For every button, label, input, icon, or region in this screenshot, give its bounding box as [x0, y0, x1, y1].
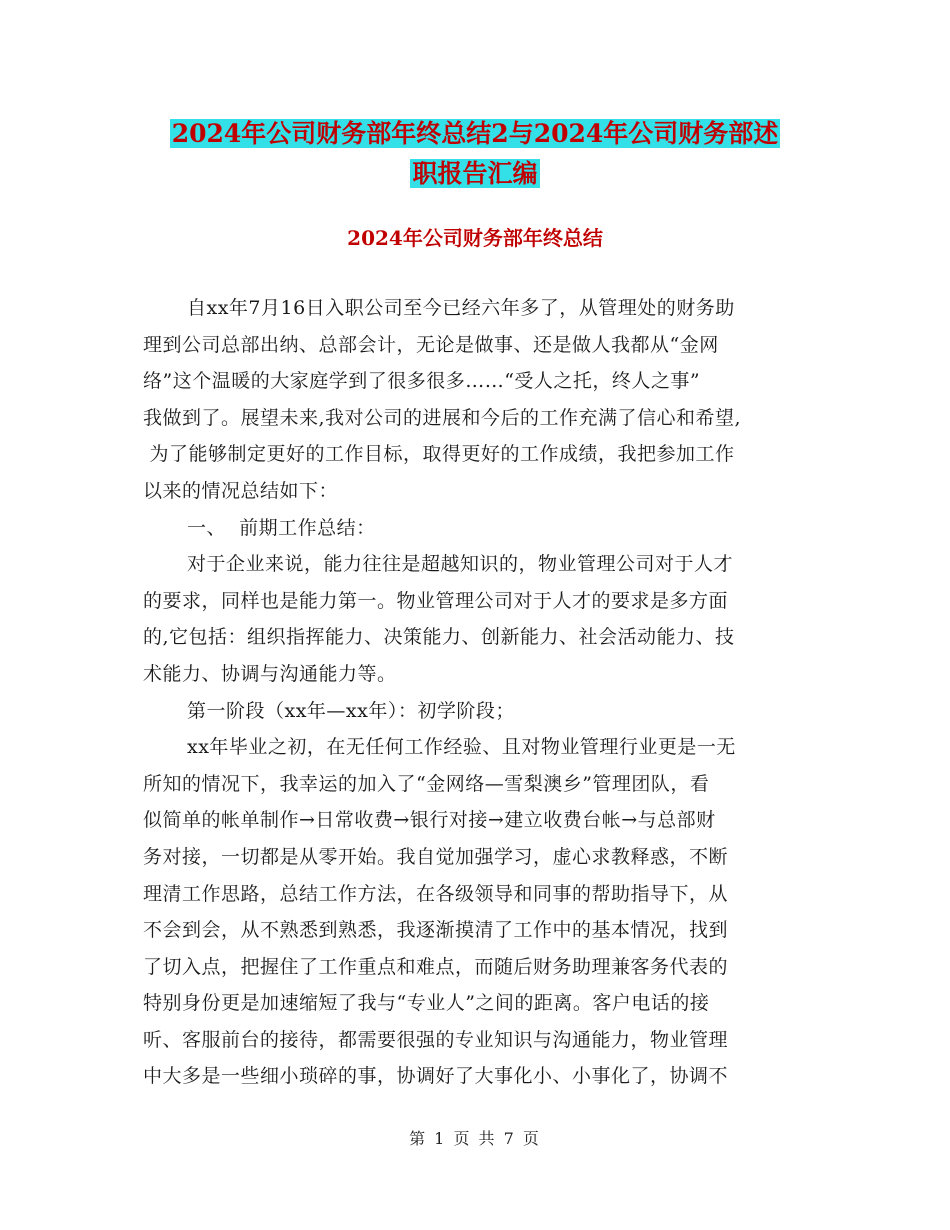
paragraph-line: 对于企业来说，能力往往是超越知识的，物业管理公司对于人才: [187, 553, 734, 576]
paragraph-line: 理到公司总部出纳、总部会计，无论是做事、还是做人我都从“金网: [143, 333, 719, 356]
paragraph-line: 特别身份更是加速缩短了我与“专业人”之间的距离。客户电话的接: [143, 992, 710, 1015]
section-heading: 一、 前期工作总结：: [187, 516, 376, 539]
stage-heading: 第一阶段（xx年—xx年）：初学阶段；: [187, 699, 515, 722]
document-title-line-1: 2024年公司财务部年终总结2与2024年公司财务部述: [171, 119, 779, 148]
paragraph-line: xx年毕业之初，在无任何工作经验、且对物业管理行业更是一无: [187, 736, 736, 759]
paragraph-line: 络”这个温暖的大家庭学到了很多很多……“受人之托，终人之事”: [143, 370, 701, 393]
paragraph-line: 为了能够制定更好的工作目标，取得更好的工作成绩，我把参加工作: [143, 443, 735, 466]
paragraph-line: 中大多是一些细小琐碎的事，协调好了大事化小、小事化了，协调不: [143, 1065, 729, 1088]
section-title: 2024年公司财务部年终总结: [347, 226, 603, 250]
paragraph-line: 的,它包括：组织指挥能力、决策能力、创新能力、社会活动能力、技: [143, 626, 735, 649]
paragraph-line: 听、客服前台的接待，都需要很强的专业知识与沟通能力，物业管理: [143, 1028, 729, 1051]
paragraph-line: 务对接，一切都是从零开始。我自觉加强学习，虚心求教释惑，不断: [143, 845, 729, 868]
paragraph-line: 了切入点，把握住了工作重点和难点，而随后财务助理兼客务代表的: [143, 955, 729, 978]
body-text: [143, 290, 815, 1095]
paragraph-line: 似简单的帐单制作→日常收费→银行对接→建立收费台帐→与总部财: [143, 809, 716, 832]
page-number-footer: 第 1 页 共 7 页: [409, 1129, 541, 1148]
paragraph-line: 以来的情况总结如下：: [143, 479, 339, 502]
paragraph-line: 我做到了。展望未来,我对公司的进展和今后的工作充满了信心和希望,: [143, 406, 742, 429]
document-title-line-2: 职报告汇编: [412, 159, 538, 188]
paragraph-line: 术能力、协调与沟通能力等。: [143, 662, 397, 685]
paragraph-line: 的要求，同样也是能力第一。物业管理公司对于人才的要求是多方面: [143, 589, 729, 612]
paragraph-line: 不会到会，从不熟悉到熟悉，我逐渐摸清了工作中的基本情况，找到: [143, 919, 729, 942]
paragraph-line: 所知的情况下，我幸运的加入了“金网络—雪梨澳乡”管理团队，看: [143, 772, 710, 795]
paragraph-line: 理清工作思路，总结工作方法，在各级领导和同事的帮助指导下，从: [143, 882, 729, 905]
paragraph-line: 自xx年7月16日入职公司至今已经六年多了，从管理处的财务助: [187, 297, 735, 319]
